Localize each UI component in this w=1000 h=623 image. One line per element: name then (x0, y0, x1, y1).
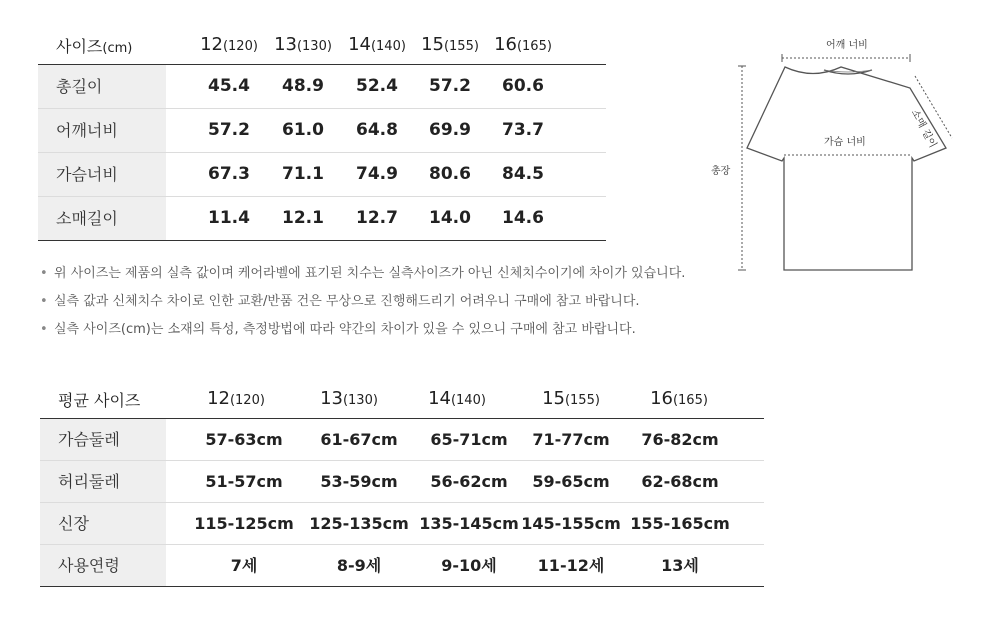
size-col-16: 16(165) (494, 34, 552, 55)
table-cell: 11-12세 (537, 556, 605, 575)
table-cell: 69.9 (429, 120, 471, 140)
table-cell: 73.7 (502, 120, 544, 140)
table-cell: 61.0 (282, 120, 324, 140)
table-cell: 80.6 (429, 164, 471, 184)
table-cell: 135-145cm (419, 514, 519, 533)
table-cell: 8-9세 (336, 556, 382, 575)
size-col-15: 15(155) (421, 34, 479, 55)
table-cell: 53-59cm (320, 472, 398, 491)
table-cell: 14.6 (502, 208, 544, 228)
row-label: 사용연령 (40, 545, 166, 586)
size-col-14: 14(140) (428, 388, 486, 409)
table-cell: 12.7 (356, 208, 398, 228)
table-row (38, 65, 606, 109)
table-row (40, 545, 764, 587)
size-header-label: 사이즈(cm) (56, 37, 133, 56)
table-cell: 56-62cm (430, 472, 508, 491)
row-label: 허리둘레 (40, 461, 166, 502)
table-cell: 51-57cm (205, 472, 283, 491)
table-cell: 71.1 (282, 164, 324, 184)
bullet-icon: • (40, 294, 48, 309)
average-size-table-header (40, 380, 764, 419)
note-item (40, 292, 685, 320)
table-cell: 65-71cm (430, 430, 508, 449)
chest-width-label: 가슴 너비 (824, 137, 866, 148)
table-row (40, 419, 764, 461)
size-col-13: 13(130) (274, 34, 332, 55)
row-label: 가슴둘레 (40, 419, 166, 460)
table-cell: 52.4 (356, 76, 398, 96)
table-cell: 11.4 (208, 208, 250, 228)
table-cell: 48.9 (282, 76, 324, 96)
measurement-table (38, 28, 606, 241)
total-length-label: 총장 (711, 166, 731, 177)
bullet-icon: • (40, 322, 48, 337)
table-cell: 12.1 (282, 208, 324, 228)
table-cell: 14.0 (429, 208, 471, 228)
table-cell: 145-155cm (521, 514, 621, 533)
sleeve-length-label: 소매 길이 (908, 107, 939, 150)
table-cell: 13세 (661, 556, 699, 575)
size-notes (40, 264, 685, 348)
table-cell: 62-68cm (641, 472, 719, 491)
size-col-13: 13(130) (320, 388, 378, 409)
table-cell: 57.2 (208, 120, 250, 140)
table-row (38, 109, 606, 153)
note-text: 실측 값과 신체치수 차이로 인한 교환/반품 건은 무상으로 진행해드리기 어려우니 구매에 참고 바랍니다. (54, 294, 640, 309)
measurement-table-header (38, 28, 606, 65)
note-item (40, 264, 685, 292)
size-col-12: 12(120) (200, 34, 258, 55)
table-row (40, 461, 764, 503)
table-cell: 84.5 (502, 164, 544, 184)
table-cell: 74.9 (356, 164, 398, 184)
table-cell: 57.2 (429, 76, 471, 96)
row-label: 총길이 (38, 65, 166, 108)
table-cell: 45.4 (208, 76, 250, 96)
table-cell: 115-125cm (194, 514, 294, 533)
tshirt-icon (700, 30, 980, 280)
table-row (40, 503, 764, 545)
table-row (38, 153, 606, 197)
shoulder-width-label: 어깨 너비 (826, 40, 868, 51)
table-cell: 60.6 (502, 76, 544, 96)
size-col-12: 12(120) (207, 388, 265, 409)
average-size-header-label: 평균 사이즈 (58, 391, 141, 410)
size-col-15: 15(155) (542, 388, 600, 409)
row-label: 소매길이 (38, 197, 166, 240)
table-cell: 7세 (230, 556, 258, 575)
table-cell: 64.8 (356, 120, 398, 140)
size-col-14: 14(140) (348, 34, 406, 55)
table-cell: 71-77cm (532, 430, 610, 449)
table-cell: 59-65cm (532, 472, 610, 491)
table-row (38, 197, 606, 241)
table-cell: 57-63cm (205, 430, 283, 449)
row-label: 신장 (40, 503, 166, 544)
table-cell: 61-67cm (320, 430, 398, 449)
table-cell: 67.3 (208, 164, 250, 184)
table-cell: 125-135cm (309, 514, 409, 533)
note-text: 실측 사이즈(cm)는 소재의 특성, 측정방법에 따라 약간의 차이가 있을 수 있으니 구매에 참고 바랍니다. (54, 322, 636, 337)
row-label: 가슴너비 (38, 153, 166, 196)
bullet-icon: • (40, 266, 48, 281)
table-cell: 76-82cm (641, 430, 719, 449)
table-cell: 155-165cm (630, 514, 730, 533)
size-col-16: 16(165) (650, 388, 708, 409)
note-item (40, 320, 685, 348)
row-label: 어깨너비 (38, 109, 166, 152)
average-size-table (40, 380, 764, 587)
table-cell: 9-10세 (441, 556, 497, 575)
tshirt-measurement-diagram (700, 30, 980, 280)
note-text: 위 사이즈는 제품의 실측 값이며 케어라벨에 표기된 치수는 실측사이즈가 아닌 신체치수이기에 차이가 있습니다. (54, 266, 686, 281)
